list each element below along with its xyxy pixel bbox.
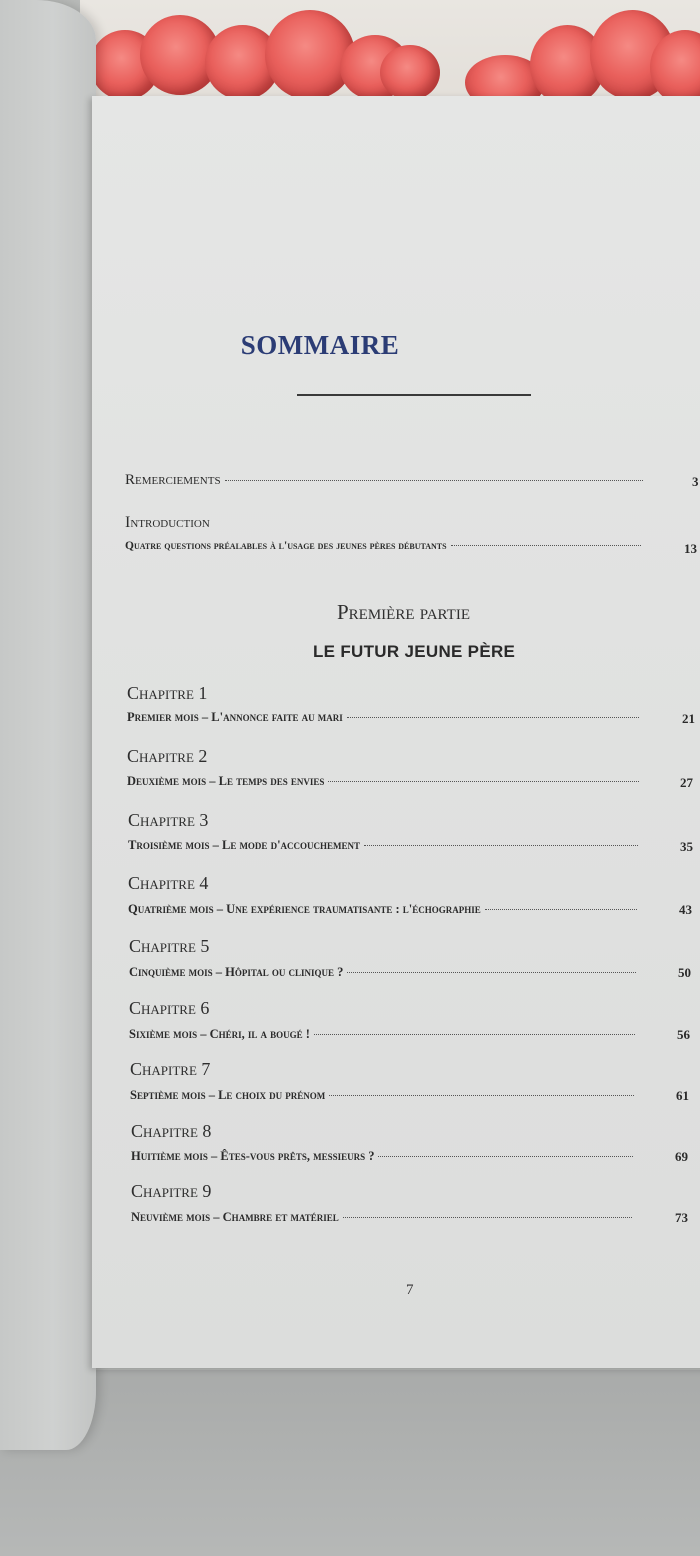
dot-leader (451, 545, 641, 546)
chapter-page: 69 (675, 1149, 688, 1164)
chapter-text: Premier mois – L'annonce faite au mari (127, 710, 343, 724)
toc-entry-remerciements (125, 472, 647, 489)
chapter-page: 73 (675, 1210, 688, 1225)
chapter-text: Cinquième mois – Hôpital ou clinique ? (129, 965, 344, 979)
chapter-heading: Chapitre 5 (129, 936, 210, 956)
chapter-text: Troisième mois – Le mode d'accouchement (128, 838, 361, 852)
chapter-page: 56 (677, 1027, 690, 1042)
chapter-heading: Chapitre 2 (127, 746, 208, 766)
chapter-entry (129, 965, 640, 980)
dot-leader (343, 1217, 632, 1218)
toc-entry-text: Quatre questions préalables à l'usage des jeunes pères débutants (125, 540, 447, 552)
toc-heading-introduction: Introduction (125, 514, 210, 531)
chapter-heading: Chapitre 8 (131, 1121, 212, 1141)
chapter-page: 43 (679, 902, 692, 917)
chapter-text: Huitième mois – Êtes-vous prêts, messieurs ? (131, 1149, 375, 1163)
dot-leader (328, 781, 639, 782)
chapter-heading: Chapitre 6 (129, 998, 210, 1018)
chapter-entry (129, 1027, 639, 1042)
chapter-text: Deuxième mois – Le temps des envies (127, 774, 325, 788)
toc-entry-page: 3 (692, 474, 699, 489)
chapter-entry (128, 902, 641, 917)
chapter-page: 35 (680, 839, 693, 854)
chapter-entry (131, 1149, 637, 1164)
dot-leader (347, 972, 636, 973)
chapter-text: Neuvième mois – Chambre et matériel (131, 1210, 339, 1224)
page-title: SOMMAIRE (240, 330, 400, 360)
chapter-text: Quatrième mois – Une expérience traumatisante : l'échographie (128, 902, 481, 916)
chapter-page: 61 (676, 1088, 689, 1103)
dot-leader (485, 909, 637, 910)
chapter-text: Septième mois – Le choix du prénom (130, 1088, 326, 1102)
dot-leader (225, 480, 643, 481)
chapter-page: 21 (682, 711, 695, 726)
title-rule (297, 394, 531, 396)
toc-entry-page: 13 (684, 541, 697, 556)
chapter-entry (130, 1088, 638, 1103)
page-number: 7 (406, 1282, 414, 1298)
chapter-heading: Chapitre 7 (130, 1059, 211, 1079)
chapter-entry (128, 838, 642, 853)
chapter-heading: Chapitre 4 (128, 873, 209, 893)
chapter-entry (131, 1210, 636, 1225)
roses-background (80, 0, 700, 110)
dot-leader (314, 1034, 635, 1035)
toc-entry-introduction (125, 540, 645, 552)
chapter-page: 50 (678, 965, 691, 980)
dot-leader (347, 717, 639, 718)
chapter-heading: Chapitre 1 (127, 683, 208, 703)
dot-leader (364, 845, 638, 846)
chapter-entry (127, 774, 643, 789)
part-label: Première partie (337, 600, 470, 624)
part-title: LE FUTUR JEUNE PÈRE (313, 642, 516, 661)
chapter-heading: Chapitre 3 (128, 810, 209, 830)
left-page (0, 0, 96, 1450)
toc-entry-text: Remerciements (125, 472, 221, 488)
table-surface (0, 1370, 700, 1556)
chapter-page: 27 (680, 775, 693, 790)
dot-leader (329, 1095, 634, 1096)
book-page (92, 96, 700, 1368)
chapter-text: Sixième mois – Chéri, il a bougé ! (129, 1027, 310, 1041)
dot-leader (378, 1156, 633, 1157)
chapter-heading: Chapitre 9 (131, 1181, 212, 1201)
chapter-entry (127, 710, 643, 725)
